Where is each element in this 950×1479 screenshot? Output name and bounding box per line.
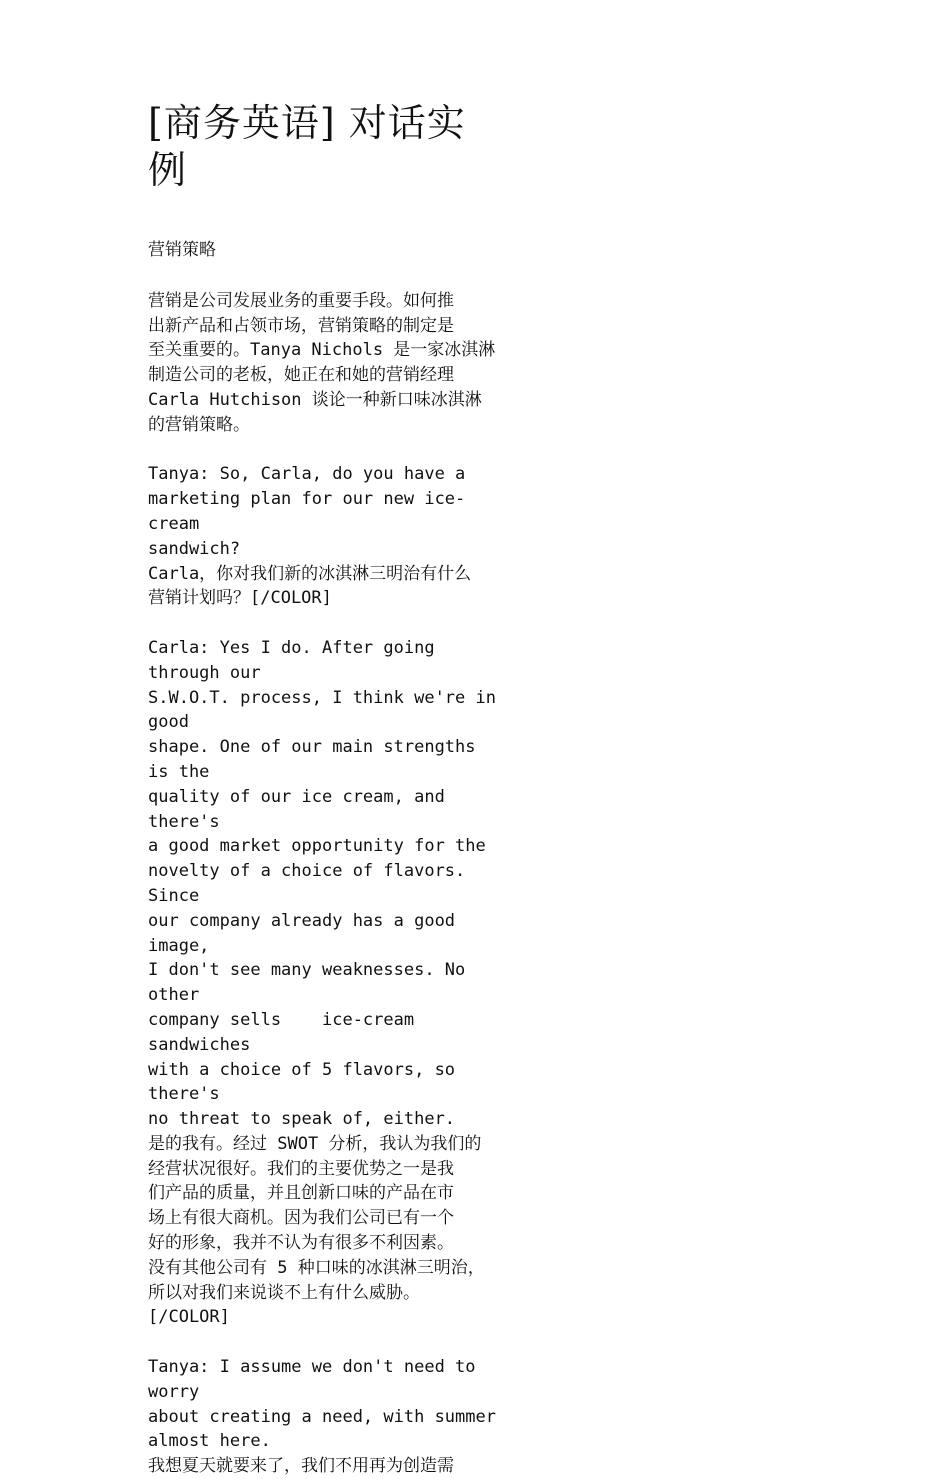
dialogue-chinese: Carla，你对我们新的冰淇淋三明治有什么 营销计划吗？[/COLOR] bbox=[148, 563, 472, 609]
dialogue-turn-3 bbox=[148, 1355, 504, 1479]
dialogue-turn-1 bbox=[148, 462, 504, 611]
dialogue-chinese: 我想夏天就要来了，我们不用再为创造需 bbox=[148, 1456, 454, 1477]
page-title: [商务英语] 对话实 例 bbox=[148, 101, 466, 192]
dialogue-turn-2 bbox=[148, 636, 504, 1330]
intro-paragraph: 营销是公司发展业务的重要手段。如何推 出新产品和占领市场，营销策略的制定是 至关重要的。Tanya Nichols 是一家冰淇淋 制造公司的老板，她正在和她的营销经理 Carla Hutchison 谈论一种新口味冰淇淋 的营销策略。 bbox=[148, 290, 496, 435]
section-heading: 营销策略 bbox=[148, 240, 216, 260]
document-page bbox=[148, 0, 504, 1479]
dialogue-english: Carla: Yes I do. After going through our S.W.O.T. process, I think we're in good shape. One of our main strengths is the quality of our ice cream, and there's a good market opportunity for the novelty of a choice of flavors. Since our company already has a good image, I don't see many weaknesses. No other company sells ice-cream sandwiches with a choice of 5 flavors, so there's no threat to speak of, either. bbox=[148, 637, 496, 1130]
dialogue-english: Tanya: I assume we don't need to worry about creating a need, with summer almost here. bbox=[148, 1357, 496, 1452]
dialogue-chinese: 是的我有。经过 SWOT 分析，我认为我们的 经营状况很好。我们的主要优势之一是我 们产品的质量，并且创新口味的产品在市 场上有很大商机。因为我们公司已有一个 好的形象，我并不认为有很多不利因素。 没有其他公司有 5 种口味的冰淇淋三明治， 所以对我们来说谈不上有什么威胁。 [/COLOR] bbox=[148, 1133, 485, 1328]
dialogue-english: Tanya: So, Carla, do you have a marketing plan for our new ice-cream sandwich? bbox=[148, 464, 466, 559]
